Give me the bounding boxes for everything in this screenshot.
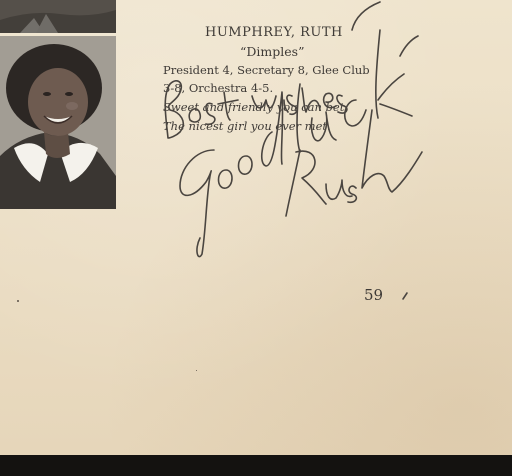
activities-line: 3-8, Orchestra 4-5. — [163, 81, 274, 95]
paper-speck — [196, 370, 197, 371]
student-name: HUMPHREY, RUTH — [205, 25, 343, 40]
quote-line: The nicest girl you ever met. — [163, 119, 331, 133]
student-portrait-photo — [0, 36, 116, 209]
page-number: 59 — [364, 286, 384, 304]
paper-speck — [17, 300, 19, 302]
photo-above — [0, 0, 116, 33]
student-nickname: “Dimples” — [240, 44, 305, 59]
scan-border — [0, 455, 512, 476]
activities-line: President 4, Secretary 8, Glee Club — [163, 63, 370, 77]
quote-line: Sweet and friendly you can bet, — [163, 100, 349, 114]
